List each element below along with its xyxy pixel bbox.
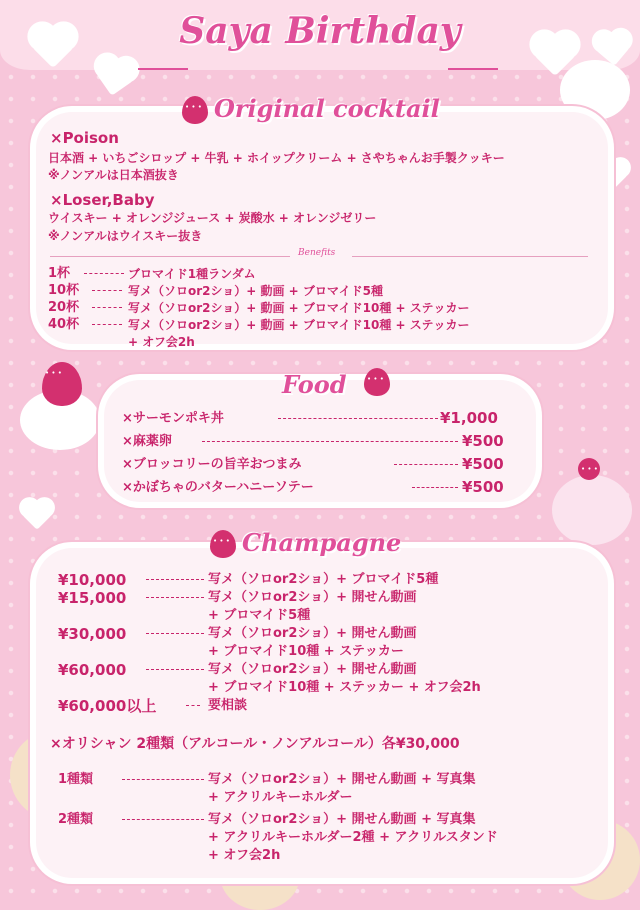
food-item-name: ×かぼちゃのバターハニーソテー <box>122 480 314 495</box>
drink-recipe: ウイスキー + オレンジジュース + 炭酸水 + オレンジゼリー <box>48 211 377 225</box>
strawberry-icon <box>182 96 208 124</box>
champagne-price: ¥15,000 <box>58 589 127 607</box>
champagne-leader <box>184 698 202 714</box>
benefit-count: 10杯 <box>48 283 80 298</box>
champagne-price: ¥30,000 <box>58 625 127 643</box>
champagne-leader <box>144 626 206 642</box>
benefit-reward: 写メ（ソロor2ショ）+ 動画 + ブロマイド5種 <box>128 284 384 298</box>
food-leader <box>410 480 460 496</box>
original-count: 1種類 <box>58 772 94 787</box>
heart-decoration-icon <box>22 500 52 530</box>
benefit-reward: 写メ（ソロor2ショ）+ 動画 + ブロマイド10種 + ステッカー <box>128 318 470 332</box>
drink-recipe: 日本酒 + いちごシロップ + 牛乳 + ホイップクリーム + さやちゃんお手製クッキー <box>48 151 505 165</box>
strawberry-icon <box>364 368 390 396</box>
benefit-count: 20杯 <box>48 300 80 315</box>
cherry-decoration-icon <box>578 458 600 480</box>
food-item-price: ¥500 <box>462 478 504 496</box>
page-title: Saya Birthday <box>179 10 461 52</box>
food-item-name: ×サーモンポキ丼 <box>122 411 224 426</box>
original-reward-extra: + アクリルキーホルダー2種 + アクリルスタンド <box>208 830 498 845</box>
champagne-reward-extra: + ブロマイド10種 + ステッカー + オフ会2h <box>208 680 481 695</box>
champagne-reward: 写メ（ソロor2ショ）+ ブロマイド5種 <box>208 572 439 587</box>
cocktail-heading: Original cocktail <box>214 94 440 123</box>
food-heading: Food <box>282 370 347 399</box>
title-ornament-right <box>448 68 498 70</box>
champagne-leader <box>144 590 206 606</box>
benefit-count: 40杯 <box>48 317 80 332</box>
food-leader <box>276 411 440 427</box>
champagne-reward: 写メ（ソロor2ショ）+ 開せん動画 <box>208 590 417 605</box>
benefit-leader <box>90 283 124 299</box>
drink-note: ※ノンアルは日本酒抜き <box>48 168 179 182</box>
title-ornament-left <box>138 68 188 70</box>
benefit-reward: ブロマイド1種ランダム <box>128 267 256 281</box>
benefit-reward-extra: + オフ会2h <box>128 335 195 349</box>
champagne-reward-extra: + ブロマイド10種 + ステッカー <box>208 644 404 659</box>
benefit-count: 1杯 <box>48 266 71 281</box>
original-leader <box>120 812 206 828</box>
champagne-reward: 写メ（ソロor2ショ）+ 開せん動画 <box>208 626 417 641</box>
benefits-label: Benefits <box>298 248 336 258</box>
drink-note: ※ノンアルはウイスキー抜き <box>48 229 203 243</box>
benefit-reward: 写メ（ソロor2ショ）+ 動画 + ブロマイド10種 + ステッカー <box>128 301 470 315</box>
strawberry-decoration-icon <box>42 362 82 406</box>
drink-name: ×Poison <box>50 129 119 147</box>
original-leader <box>120 772 206 788</box>
benefits-divider <box>352 256 588 257</box>
original-reward-extra: + オフ会2h <box>208 848 281 863</box>
food-item-price: ¥1,000 <box>440 409 498 427</box>
champagne-reward: 要相談 <box>208 698 248 713</box>
champagne-reward-extra: + ブロマイド5種 <box>208 608 311 623</box>
food-item-name: ×麻薬卵 <box>122 434 172 449</box>
food-leader <box>200 434 460 450</box>
food-leader <box>392 457 460 473</box>
drink-name: ×Loser,Baby <box>50 191 155 209</box>
heart-decoration-icon <box>96 58 134 96</box>
champagne-heading: Champagne <box>242 528 402 557</box>
original-reward: 写メ（ソロor2ショ）+ 開せん動画 + 写真集 <box>208 772 476 787</box>
champagne-price: ¥60,000以上 <box>58 697 157 715</box>
champagne-price: ¥10,000 <box>58 571 127 589</box>
original-count: 2種類 <box>58 812 94 827</box>
benefit-leader <box>90 300 124 316</box>
champagne-leader <box>144 572 206 588</box>
whipped-cream-decoration <box>560 60 630 120</box>
champagne-reward: 写メ（ソロor2ショ）+ 開せん動画 <box>208 662 417 677</box>
original-reward-extra: + アクリルキーホルダー <box>208 790 353 805</box>
benefit-leader <box>82 266 126 282</box>
benefit-leader <box>90 317 124 333</box>
strawberry-icon <box>210 530 236 558</box>
champagne-price: ¥60,000 <box>58 661 127 679</box>
original-reward: 写メ（ソロor2ショ）+ 開せん動画 + 写真集 <box>208 812 476 827</box>
food-item-name: ×ブロッコリーの旨辛おつまみ <box>122 457 302 472</box>
champagne-leader <box>144 662 206 678</box>
food-item-price: ¥500 <box>462 455 504 473</box>
benefits-divider <box>50 256 290 257</box>
food-item-price: ¥500 <box>462 432 504 450</box>
cupcake-decoration <box>552 475 632 545</box>
original-champagne-header: ×オリシャン 2種類（アルコール・ノンアルコール）各¥30,000 <box>50 736 460 752</box>
